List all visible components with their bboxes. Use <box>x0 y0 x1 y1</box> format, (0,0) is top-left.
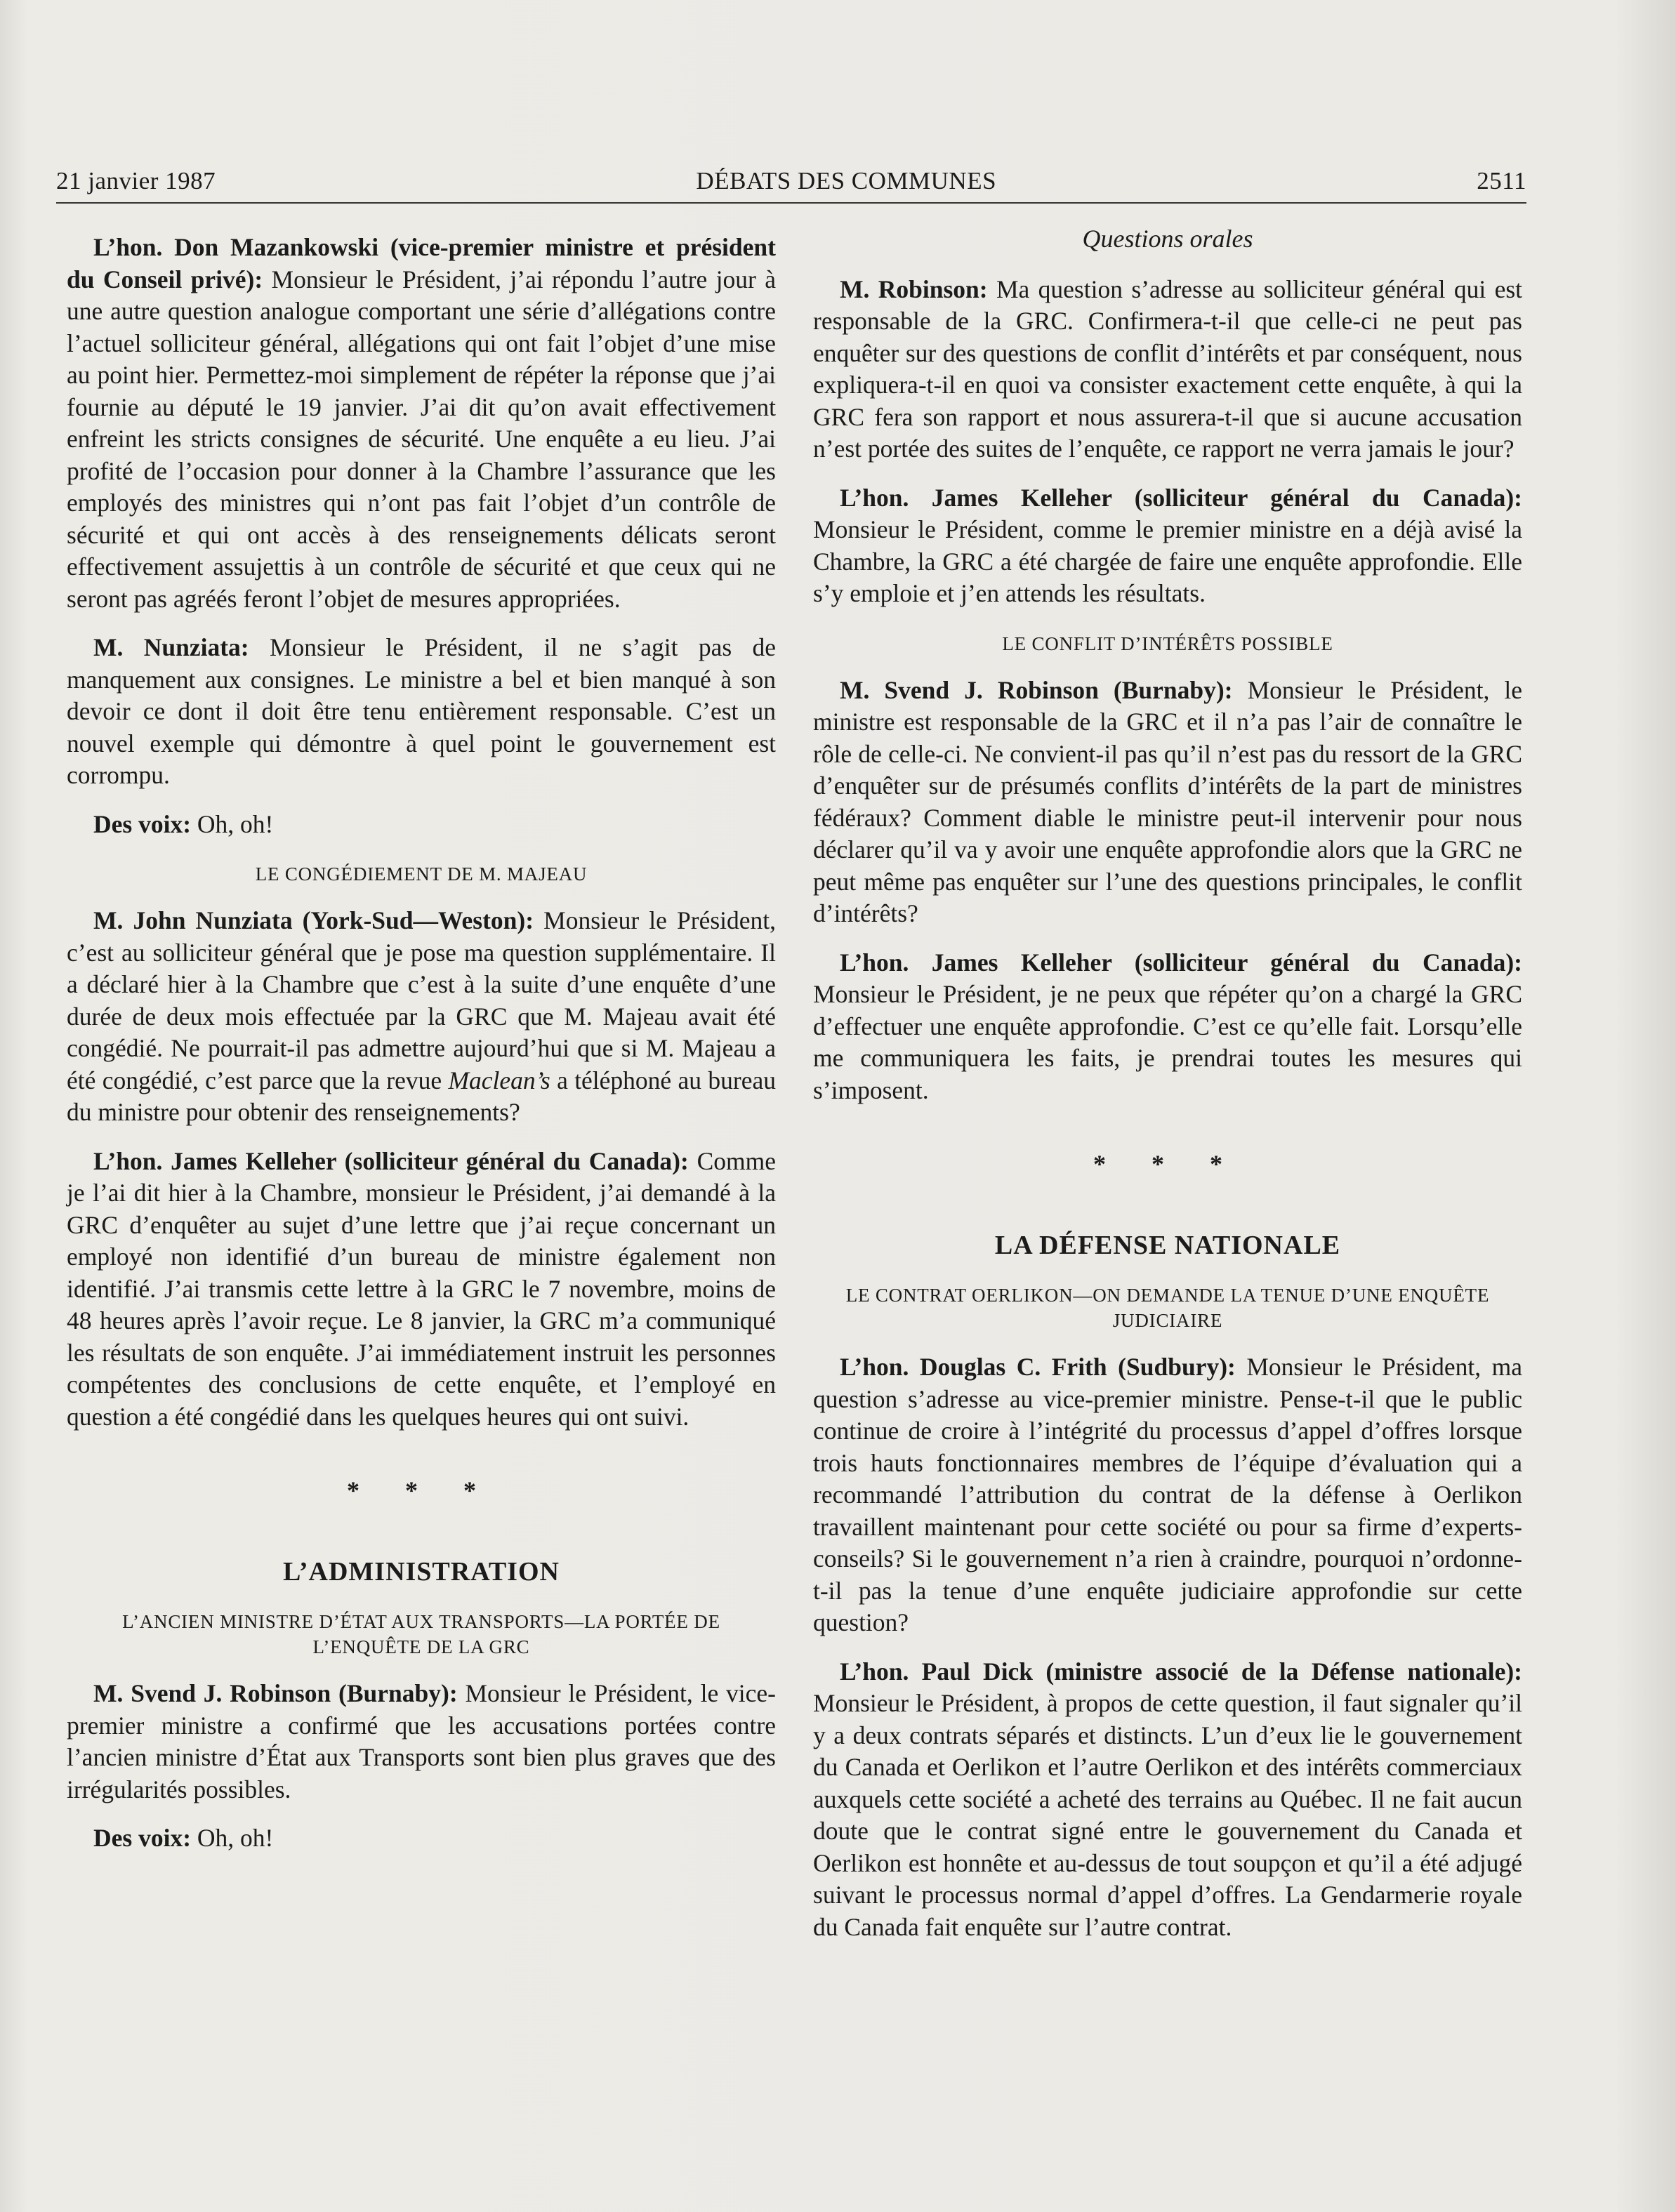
speech-text: Monsieur le Président, c’est au solliciteur général que je pose ma question supplémentaire. Il a déclaré hier à la Chambre que c’est à la suite d’une enquête d’une durée de deux mois effectuée par la GRC que M. Majeau avait été congédié. Ne pourrait-il pas admettre aujourd’hui que si M. Majeau a été congédié, c’est parce que la revue <box>67 906 776 1094</box>
right-column <box>813 223 1522 1960</box>
speaker-name: M. Robinson: <box>840 274 988 303</box>
paragraph <box>813 274 1522 465</box>
speaker-name: L’hon. Douglas C. Frith (Sudbury): <box>840 1353 1236 1381</box>
publication-name: Maclean’s <box>448 1066 550 1094</box>
speaker-name: L’hon. James Kelleher (solliciteur général du Canada): <box>840 948 1522 976</box>
paragraph <box>67 809 776 841</box>
speaker-name: M. Nunziata: <box>93 633 249 661</box>
speech-text: Monsieur le Président, à propos de cette question, il faut signaler qu’il y a deux contrats séparés et distincts. L’un d’eux lie le gouvernement du Canada et Oerlikon et l’autre Oerlikon et des intérêts commerciaux auxquels cette société a acheté des terrains au Québec. Il ne fait aucun doute que le contrat signé entre le gouvernement du Canada et Oerlikon est honnête et au-dessus de tout soupçon et qu’il a été adjugé suivant le processus normal d’appel d’offres. La Gendarmerie royale du Canada fait enquête sur l’autre contrat. <box>813 1689 1522 1941</box>
speaker-name: L’hon. Don Mazankowski (vice-premier ministre et président du Conseil privé): <box>67 233 776 293</box>
section-subheading: LE CONTRAT OERLIKON—ON DEMANDE LA TENUE D’UNE ENQUÊTE JUDICIAIRE <box>845 1285 1490 1331</box>
speech-text: Monsieur le Président, je ne peux que répéter qu’on a chargé la GRC d’effectuer une enquête approfondie. C’est ce qu’elle fait. Lorsqu’elle me communiquera les faits, je prendrai toutes les mesures qui s’imposent. <box>813 980 1522 1104</box>
paragraph <box>67 1146 776 1433</box>
speaker-name: L’hon. James Kelleher (solliciteur général du Canada): <box>93 1146 689 1175</box>
speaker-name: L’hon. Paul Dick (ministre associé de la Défense nationale): <box>840 1657 1522 1686</box>
speech-text: Monsieur le Président, comme le premier ministre en a déjà avisé la Chambre, la GRC a été chargée de faire une enquête approfondie. Elle s’y emploie et j’en attends les résultats. <box>813 515 1522 607</box>
header-page-number: 2511 <box>1477 167 1526 194</box>
paragraph <box>813 482 1522 610</box>
speech-text: Oh, oh! <box>191 809 274 838</box>
section-subheading: LE CONFLIT D’INTÉRÊTS POSSIBLE <box>1002 633 1333 654</box>
speech-text: a téléphoné au bureau du ministre pour obtenir des renseignements? <box>67 1066 776 1126</box>
paragraph <box>67 1822 776 1855</box>
speaker-name: M. Svend J. Robinson (Burnaby): <box>93 1679 458 1707</box>
running-head: Questions orales <box>1082 225 1253 253</box>
paragraph <box>67 905 776 1129</box>
speech-text: Comme je l’ai dit hier à la Chambre, monsieur le Président, j’ai demandé à la GRC d’enquêter au sujet d’une lettre que j’ai reçue concernant un employé non identifié d’un bureau de ministre également non identifié. J’ai transmis cette lettre à la GRC le 7 novembre, moins de 48 heures après l’avoir reçue. Le 8 janvier, la GRC m’a communiqué les résultats de son enquête. J’ai immédiatement instruit les personnes compétentes des conclusions de cette enquête, et l’employé en question a été congédié dans les quelques heures qui ont suivi. <box>67 1146 776 1431</box>
paragraph <box>67 232 776 615</box>
speaker-name: Des voix: <box>93 1824 192 1852</box>
section-heading: L’ADMINISTRATION <box>283 1556 560 1587</box>
speech-text: Ma question s’adresse au solliciteur général qui est responsable de la GRC. Confirmera-t-il que celle-ci ne peut pas enquêter sur des questions de conflit d’intérêts et par conséquent, nous expliquera-t-il en quoi va consister exactement cette enquête, à qui la GRC fera son rapport et nous assurera-t-il que si aucune accusation n’est portée des suites de l’enquête, ce rapport ne verra jamais le jour? <box>813 274 1523 463</box>
paragraph <box>813 1351 1522 1639</box>
page-header <box>56 167 1526 195</box>
left-column <box>67 232 776 1872</box>
speech-text: Monsieur le Président, il ne s’agit pas de manquement aux consignes. Le ministre a bel et bien manqué à son devoir ce dont il doit être tenu entièrement responsable. C’est un nouvel exemple qui démontre à quel point le gouvernement est corrompu. <box>67 633 776 789</box>
speaker-name: Des voix: <box>93 809 192 838</box>
speech-text: Monsieur le Président, le vice-premier ministre a confirmé que les accusations portées contre l’ancien ministre d’État aux Transports sont bien plus graves que des irrégularités possibles. <box>67 1679 776 1803</box>
speech-text: Monsieur le Président, le ministre est responsable de la GRC et il n’a pas l’air de connaître le rôle de celle-ci. Ne convient-il pas qu’il n’est pas du ressort de la GRC d’enquêter sur de présumés conflits d’intérêts de la part de ministres fédéraux? Comment diable le ministre peut-il intervenir pour nous déclarer qu’il va y avoir une enquête approfondie alors que la GRC ne peut même pas enquêter sur l’une des questions principales, le conflit d’intérêts? <box>813 675 1523 927</box>
speech-text: Monsieur le Président, ma question s’adresse au vice-premier ministre. Pense-t-il que le public continue de croire à l’intégrité du processus d’appel d’offres lorsque trois hauts fonctionnaires membres de l’équipe d’évaluation qui a recommandé l’attribution du contrat de la défense à Oerlikon travaillent maintenant pour cette société ou pour sa firme d’experts-conseils? Si le gouvernement n’a rien à craindre, pourquoi n’ordonne-t-il pas la tenue d’une enquête judiciaire approfondie sur cette question? <box>813 1353 1523 1636</box>
paragraph <box>813 1656 1522 1944</box>
speaker-name: M. John Nunziata (York-Sud—Weston): <box>93 906 534 934</box>
section-separator: * * * <box>347 1476 496 1504</box>
speech-text: Oh, oh! <box>191 1824 274 1852</box>
header-date: 21 janvier 1987 <box>56 167 216 194</box>
header-rule <box>56 202 1526 204</box>
speaker-name: L’hon. James Kelleher (solliciteur général du Canada): <box>840 483 1522 512</box>
paragraph <box>813 947 1522 1107</box>
section-heading: LA DÉFENSE NATIONALE <box>994 1230 1341 1260</box>
speech-text: Monsieur le Président, j’ai répondu l’autre jour à une autre question analogue comportant une série d’allégations contre l’actuel solliciteur général, allégations qui ont fait l’objet d’une mise au point hier. Permettez-moi simplement de répéter la réponse que j’ai fournie au député le 19 janvier. J’ai dit qu’on avait effectivement enfreint les stricts consignes de sécurité. Une enquête a eu lieu. J’ai profité de l’occasion pour donner à la Chambre l’assurance que les employés des ministres qui n’ont pas fait l’objet d’un contrôle de sécurité et qui ont accès à des renseignements délicats seront effectivement assujettis à un contrôle de sécurité et que ceux qui ne seront pas agréés feront l’objet de mesures appropriées. <box>67 265 776 613</box>
paragraph <box>67 1678 776 1806</box>
speaker-name: M. Svend J. Robinson (Burnaby): <box>840 675 1233 704</box>
header-title: DÉBATS DES COMMUNES <box>696 167 997 194</box>
section-subheading: L’ANCIEN MINISTRE D’ÉTAT AUX TRANSPORTS—LA PORTÉE DE L’ENQUÊTE DE LA GRC <box>122 1611 720 1657</box>
paragraph <box>813 675 1522 930</box>
section-subheading: LE CONGÉDIEMENT DE M. MAJEAU <box>255 863 588 885</box>
paragraph <box>67 632 776 792</box>
section-separator: * * * <box>1093 1150 1242 1178</box>
